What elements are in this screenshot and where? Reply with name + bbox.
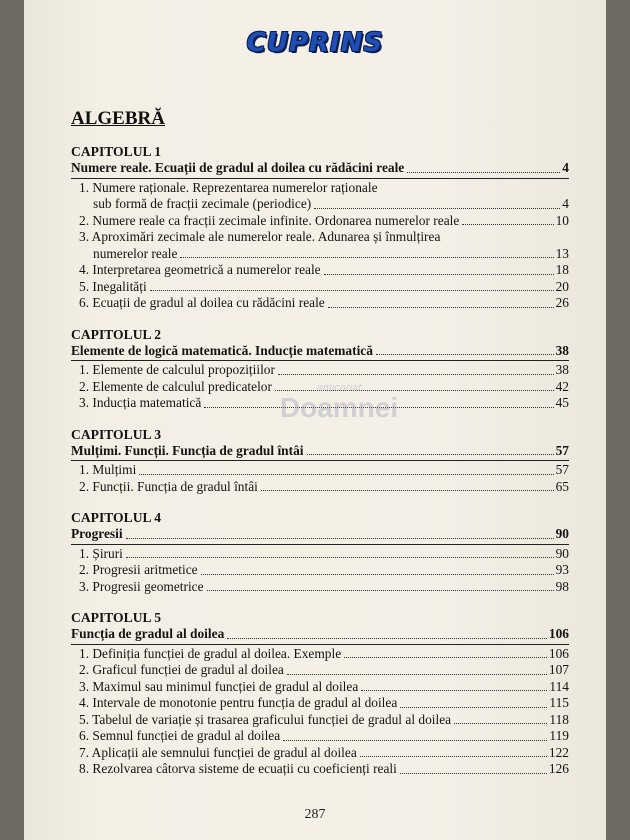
page-ref: 38 xyxy=(555,342,569,358)
dot-leader xyxy=(150,290,554,291)
dot-leader xyxy=(278,374,554,375)
chapter-block xyxy=(71,509,569,595)
chapter-label: CAPITOLUL 4 xyxy=(71,510,162,525)
toc-entry-text: 2. Progresii aritmetice xyxy=(79,562,198,577)
chapter-heading xyxy=(71,343,569,362)
dot-leader xyxy=(454,723,547,724)
toc-entry-text: 2. Elemente de calculul predicatelor xyxy=(79,378,272,394)
dot-leader xyxy=(328,307,554,308)
toc-entry xyxy=(71,229,569,262)
toc-entry xyxy=(71,712,569,729)
toc-entry xyxy=(71,479,569,496)
page-ref: 114 xyxy=(549,678,569,694)
page-ref: 90 xyxy=(555,526,569,541)
toc-entry xyxy=(71,279,569,296)
page-ref: 115 xyxy=(549,695,569,710)
chapter-label: CAPITOLUL 1 xyxy=(71,144,162,159)
dot-leader xyxy=(361,690,547,691)
toc-entry xyxy=(71,728,569,745)
page-ref: 13 xyxy=(555,245,569,261)
dot-leader xyxy=(201,574,554,575)
toc-entry-text: 3. Maximul sau minimul funcției de gradul al doilea xyxy=(79,678,359,694)
toc-entry xyxy=(71,213,569,230)
page-ref: 26 xyxy=(555,295,569,310)
toc-entry-text: sub formă de fracții zecimale (periodice) xyxy=(93,196,312,211)
page-ref: 93 xyxy=(555,562,569,577)
toc-entry xyxy=(71,695,569,712)
toc-entry-row xyxy=(79,246,569,263)
page-ref: 98 xyxy=(555,578,569,594)
dot-leader xyxy=(324,274,554,275)
page-title: CUPRINS xyxy=(246,28,384,58)
toc-entry xyxy=(71,745,569,762)
toc-entry-line: 3. Aproximări zecimale ale numerelor reale. Adunarea și înmulțirea xyxy=(79,229,441,244)
dot-leader xyxy=(287,674,547,675)
page-ref: 57 xyxy=(555,462,569,477)
page-ref: 20 xyxy=(555,278,569,294)
toc-entry-row xyxy=(79,196,569,213)
page-ref: 126 xyxy=(548,761,569,776)
toc-entry xyxy=(71,295,569,312)
toc-entry-text: 3. Progresii geometrice xyxy=(79,578,204,594)
dot-leader xyxy=(462,224,553,225)
page-ref: 10 xyxy=(555,212,569,228)
toc-entry xyxy=(71,679,569,696)
page-ref: 65 xyxy=(555,478,569,494)
toc-entry-text: 6. Semnul funcției de gradul al doilea xyxy=(79,728,281,743)
toc-entry-text: 5. Tabelul de variație și trasarea graficului funcției de gradul al doilea xyxy=(79,711,452,727)
toc-entry xyxy=(71,180,569,213)
toc-entry-text: 1. Elemente de calculul propozițiilor xyxy=(79,362,275,377)
toc-entry-text: 2. Funcții. Funcția de gradul întâi xyxy=(79,478,258,494)
dot-leader xyxy=(261,490,554,491)
toc-entry xyxy=(71,646,569,663)
chapter-label: CAPITOLUL 3 xyxy=(71,426,162,442)
toc-entry-text: 8. Rezolvarea câtorva sisteme de ecuații cu coeficienți reali xyxy=(79,761,397,776)
toc-entry-text: 4. Interpretarea geometrică a numerelor reale xyxy=(79,262,321,277)
dot-leader xyxy=(139,474,553,475)
toc-entry-text: numerelor reale xyxy=(93,245,178,261)
page-ref: 106 xyxy=(548,626,569,641)
chapter-heading xyxy=(71,526,569,545)
dot-leader xyxy=(400,707,547,708)
dot-leader xyxy=(307,454,554,455)
dot-leader xyxy=(126,557,554,558)
toc-entry xyxy=(71,362,569,379)
chapter-label: CAPITOLUL 2 xyxy=(71,326,162,342)
dot-leader xyxy=(227,638,547,639)
page-ref: 4 xyxy=(562,160,569,175)
page-ref: 118 xyxy=(549,711,569,727)
dot-leader xyxy=(207,590,554,591)
dot-leader xyxy=(344,657,547,658)
toc-entry-line: 1. Numere raționale. Reprezentarea numerelor raționale xyxy=(79,179,378,195)
page-number: 287 xyxy=(304,807,326,822)
toc-entry xyxy=(71,262,569,279)
dot-leader xyxy=(314,208,560,209)
dot-leader xyxy=(126,538,554,539)
toc-entry-text: 3. Inducția matematică xyxy=(79,395,202,410)
toc-entry xyxy=(71,579,569,596)
dot-leader xyxy=(376,354,554,355)
dot-leader xyxy=(283,740,547,741)
dot-leader xyxy=(360,756,547,757)
toc-entry-text: 6. Ecuații de gradul al doilea cu rădăcini reale xyxy=(79,295,325,310)
chapter-heading-text: Progresii xyxy=(71,526,123,541)
page-ref: 38 xyxy=(555,362,569,377)
dot-leader xyxy=(180,257,553,258)
toc-entry xyxy=(71,562,569,579)
page-ref: 107 xyxy=(548,662,569,677)
page-ref: 119 xyxy=(549,728,569,743)
section-heading: ALGEBRĂ xyxy=(71,108,165,129)
toc-entry xyxy=(71,662,569,679)
dot-leader xyxy=(407,172,560,173)
chapter-label: CAPITOLUL 5 xyxy=(71,610,162,625)
chapter-heading-text: Funcția de gradul al doilea xyxy=(71,626,225,641)
chapter-heading-text: Mulțimi. Funcții. Funcția de gradul întâi xyxy=(71,442,304,458)
page-ref: 42 xyxy=(555,378,569,394)
chapter-heading xyxy=(71,626,569,645)
chapter-block xyxy=(71,609,569,778)
chapter-heading xyxy=(71,160,569,179)
toc-entry-text: 1. Șiruri xyxy=(79,545,123,561)
watermark-line-1: anticariat xyxy=(316,382,362,394)
chapter-heading xyxy=(71,443,569,462)
toc-entry-text: 5. Inegalități xyxy=(79,278,147,294)
toc-entry-text: 2. Numere reale ca fracții zecimale infinite. Ordonarea numerelor reale xyxy=(79,212,460,228)
page-ref: 90 xyxy=(555,545,569,561)
toc-entry xyxy=(71,462,569,479)
table-of-contents xyxy=(71,143,569,778)
chapter-block xyxy=(71,143,569,312)
toc-entry-text: 1. Definiția funcției de gradul al doilea. Exemple xyxy=(79,645,342,661)
toc-entry-text: 2. Graficul funcției de gradul al doilea xyxy=(79,662,284,677)
toc-entry xyxy=(71,546,569,563)
page-ref: 4 xyxy=(562,196,569,211)
chapter-heading-text: Elemente de logică matematică. Inducție matematică xyxy=(71,342,373,358)
page-ref: 45 xyxy=(555,395,569,410)
page-ref: 122 xyxy=(548,744,569,760)
toc-entry-text: 7. Aplicații ale semnului funcției de gradul al doilea xyxy=(79,744,357,760)
toc-entry xyxy=(71,761,569,778)
dot-leader xyxy=(400,773,547,774)
page-ref: 57 xyxy=(555,442,569,458)
toc-entry-text: 4. Intervale de monotonie pentru funcția de gradul al doilea xyxy=(79,695,398,710)
book-page xyxy=(24,0,606,840)
page-ref: 106 xyxy=(548,645,569,661)
watermark-logo xyxy=(264,382,414,442)
page-ref: 18 xyxy=(555,262,569,277)
chapter-heading-text: Numere reale. Ecuații de gradul al doilea cu rădăcini reale xyxy=(71,160,405,175)
toc-entry-text: 1. Mulțimi xyxy=(79,462,137,477)
watermark-line-2: Doamnei xyxy=(279,392,399,423)
